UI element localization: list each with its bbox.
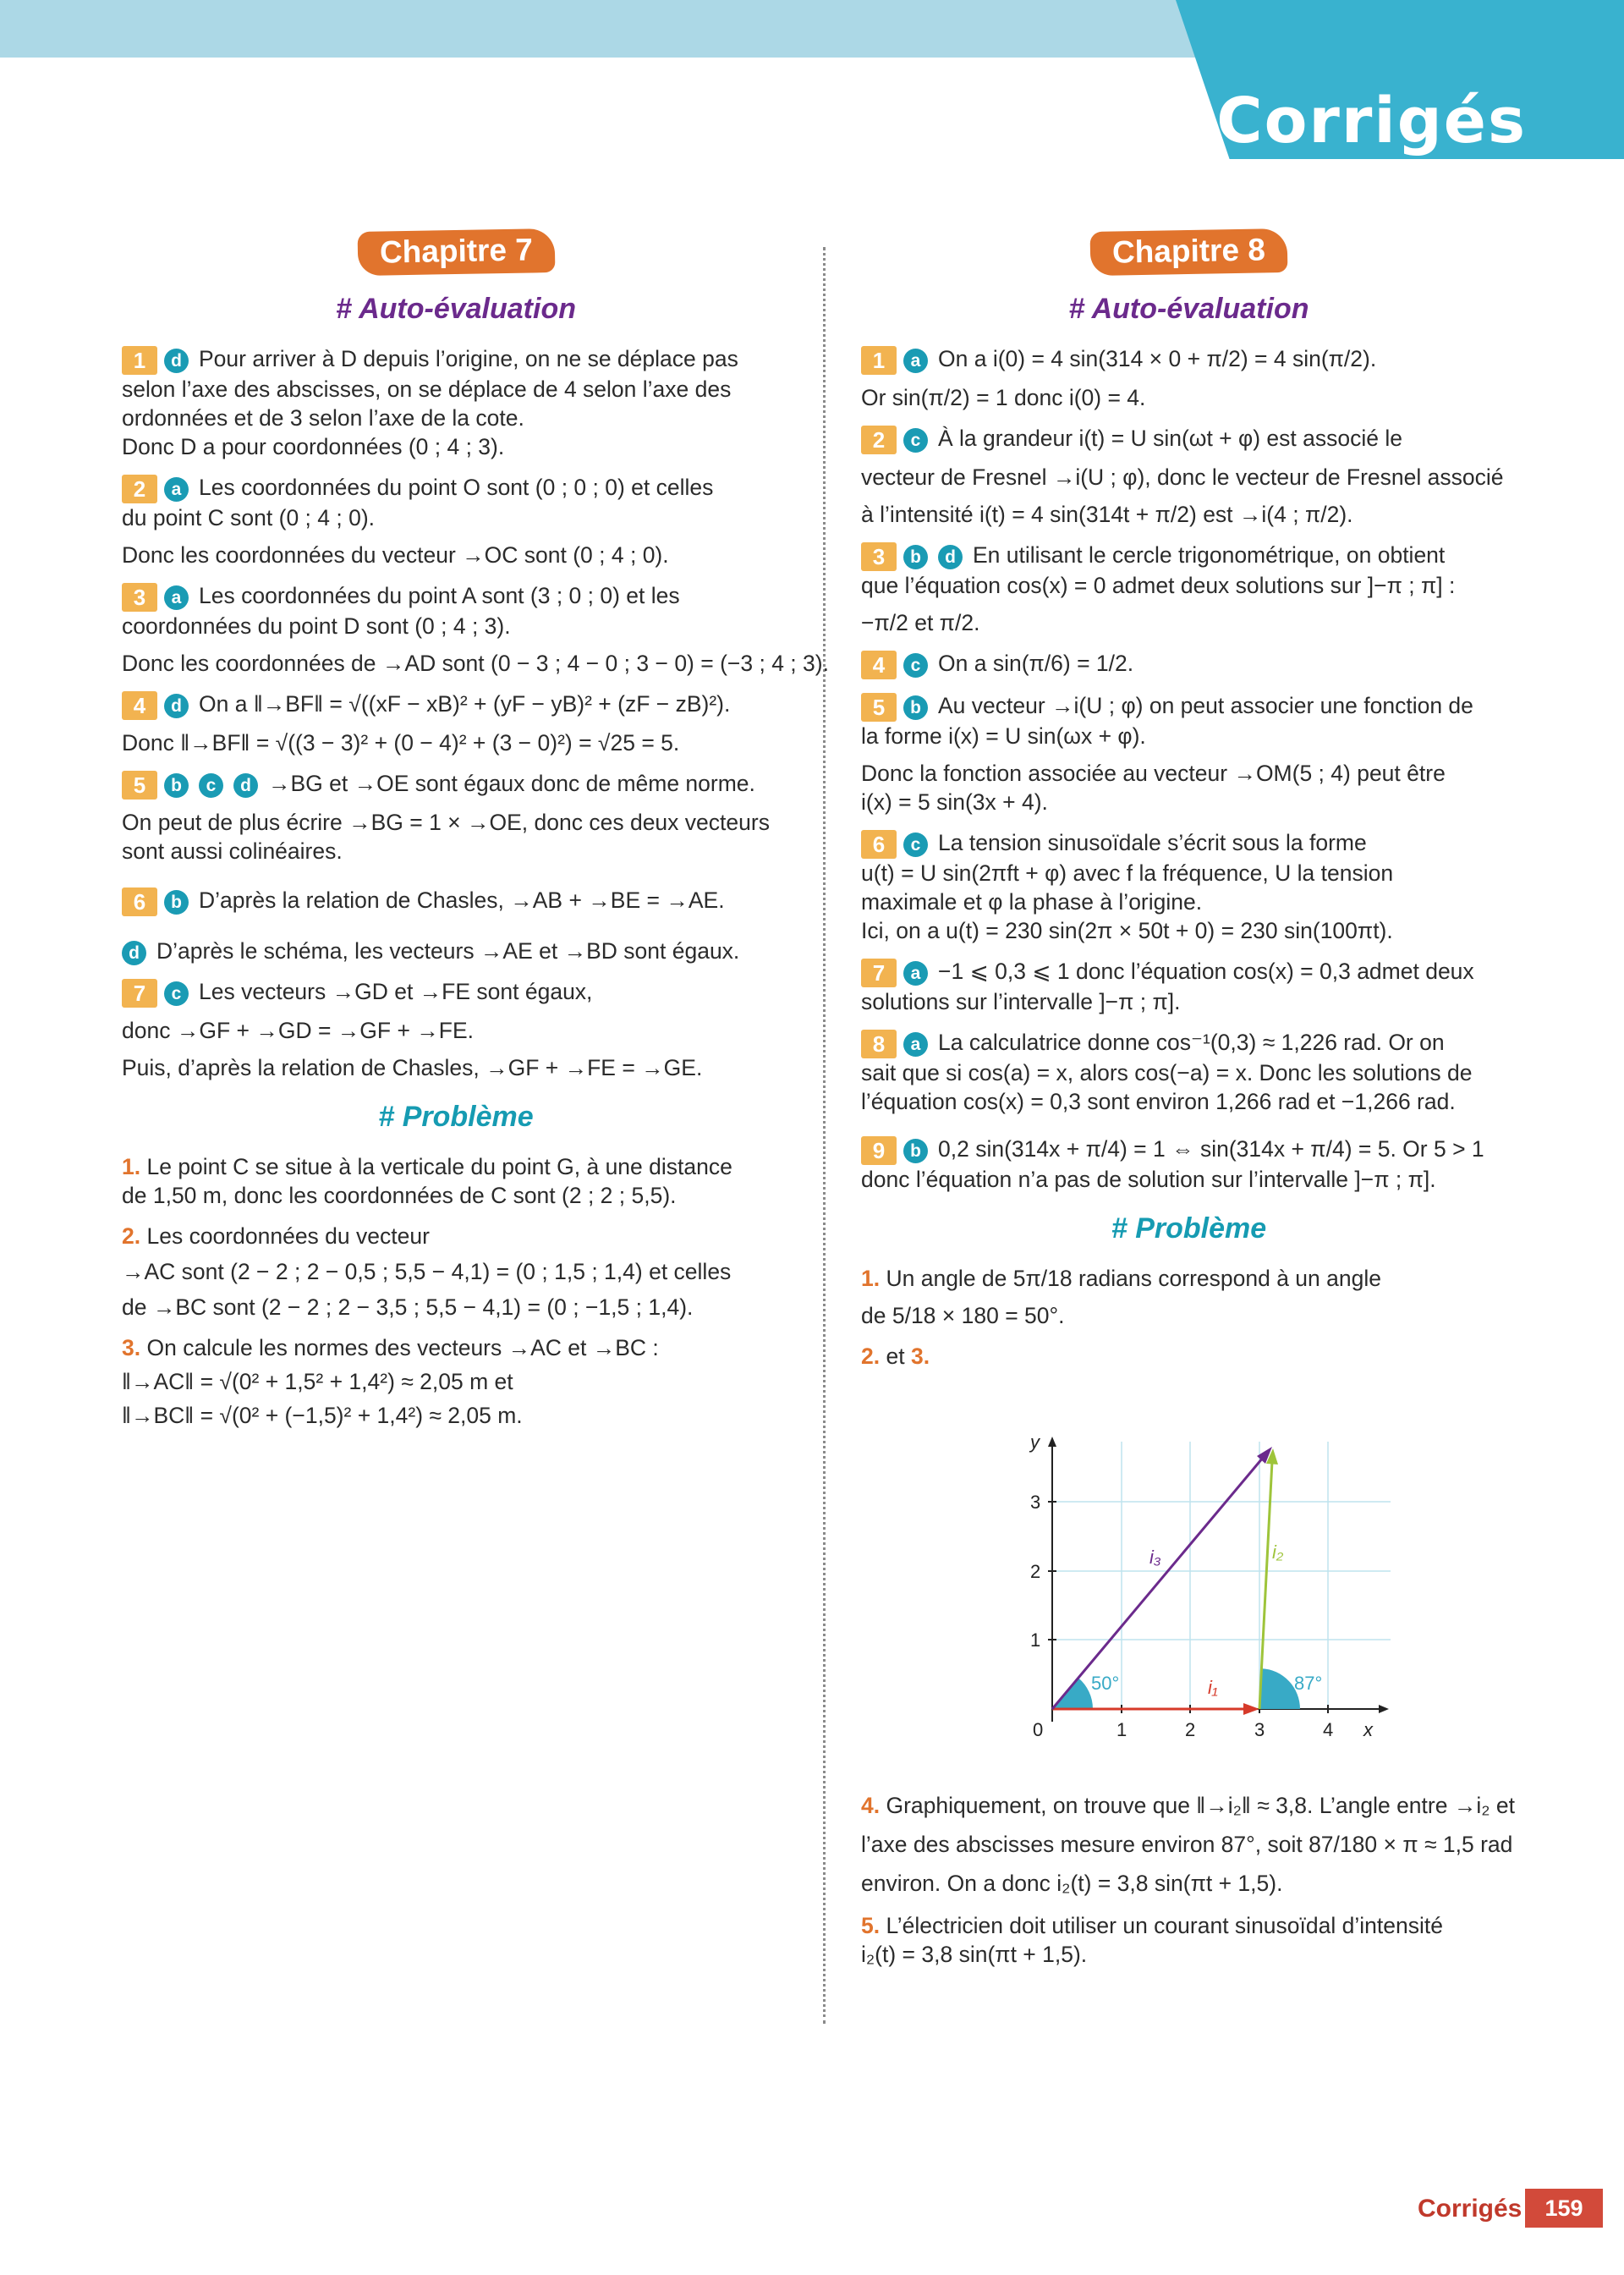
exercise-number: 1 [122,346,157,375]
question-number: 2. [861,1344,881,1369]
exercise-text: −1 ⩽ 0,3 ⩽ 1 donc l’équation cos(x) = 0,3 admet deux [938,959,1474,984]
exercise-text: Donc les coordonnées du vecteur →OC sont (0 ; 4 ; 0). [122,542,669,568]
answer-badge: c [903,653,928,678]
graph-grid [1051,1442,1391,1709]
exercise-number: 4 [861,651,897,679]
answer-badge: a [903,349,928,373]
exercise-number: 3 [122,583,157,612]
exercise-text: On a ‖→BF‖ = √((xF − xB)² + (yF − yB)² + (zF − zB)²). [199,691,731,717]
exercise-number: 7 [861,959,897,987]
answer-badge: d [122,941,146,965]
probleme-heading: # Problème [378,1101,534,1133]
auto-evaluation-heading: # Auto-évaluation [1068,293,1309,325]
chapter-7-title: Chapitre 7 [357,228,555,276]
question-number: 4. [861,1793,881,1818]
question-number: 3. [122,1335,141,1360]
exercise-3 [861,541,1517,637]
answer-badge: d [938,545,963,569]
question-text: L’électricien doit utiliser un courant sinusoïdal d’intensité [886,1913,1443,1938]
exercise-number: 6 [861,830,897,859]
question-text: →AC sont (2 − 2 ; 2 − 0,5 ; 5,5 − 4,1) = (0 ; 1,5 ; 1,4) et celles [122,1259,732,1284]
auto-evaluation-heading: # Auto-évaluation [336,293,576,325]
question-text: Les coordonnées du vecteur [146,1223,430,1249]
exercise-2 [122,473,790,569]
y-tick-label: 1 [1030,1629,1041,1651]
chapter-8-title: Chapitre 8 [1090,228,1288,276]
exercise-text: sait que si cos(a) = x, alors cos(−a) = x. Donc les solutions de [861,1060,1473,1085]
exercise-1 [122,344,790,461]
question-text: de 5/18 × 180 = 50°. [861,1303,1065,1328]
question-number: 5. [861,1913,881,1938]
answer-badge: a [903,961,928,986]
exercise-number: 3 [861,542,897,571]
exercise-text: du point C sont (0 ; 4 ; 0). [122,505,376,530]
fresnel-graph [985,1430,1399,1751]
exercise-text: vecteur de Fresnel →i(U ; φ), donc le vecteur de Fresnel associé [861,464,1504,490]
exercise-number: 4 [122,691,157,720]
exercise-text: sont aussi colinéaires. [122,838,343,864]
x-tick-label: 1 [1116,1719,1127,1740]
exercise-6 [861,828,1517,945]
vector-i1-label: i₁ [1208,1677,1218,1698]
origin-label: 0 [1033,1719,1044,1740]
exercise-text: On a i(0) = 4 sin(314 × 0 + π/2) = 4 sin(π/2). [938,346,1377,371]
exercise-text: Donc la fonction associée au vecteur →OM(5 ; 4) peut être [861,761,1446,786]
footer-label: Corrigés [1418,2195,1522,2223]
exercise-text: i(x) = 5 sin(3x + 4). [861,789,1048,815]
y-axis-label: y [1030,1431,1040,1453]
exercise-number: 9 [861,1136,897,1165]
exercise-text: Puis, d’après la relation de Chasles, →GF + →FE = →GE. [122,1055,703,1080]
angle-87-label: 87° [1294,1673,1323,1694]
question-text: On calcule les normes des vecteurs →AC et →BC : [146,1335,659,1360]
exercise-text: maximale et φ la phase à l’origine. [861,889,1203,915]
exercise-text: −π/2 et π/2. [861,610,980,635]
chapter-7-column [122,230,829,1442]
exercise-text: selon l’axe des abscisses, on se déplace de 4 selon l’axe des [122,376,732,402]
vector-i3 [1052,1458,1263,1709]
exercise-text: la forme i(x) = U sin(ωx + φ). [861,723,1146,749]
exercise-5 [122,769,790,865]
vector-i1-arrowhead [1243,1703,1259,1715]
exercise-number: 6 [122,887,157,916]
exercise-number: 2 [861,426,897,454]
answer-badge: b [903,545,928,569]
angle-50-label: 50° [1091,1673,1120,1694]
exercise-text: En utilisant le cercle trigonométrique, on obtient [973,542,1446,568]
answer-badge: c [164,981,189,1006]
exercise-5 [861,691,1517,816]
exercise-text: D’après le schéma, les vecteurs →AE et →BD sont égaux. [156,938,740,964]
exercise-3 [122,581,829,678]
exercise-number: 2 [122,475,157,503]
exercise-text: La calculatrice donne cos⁻¹(0,3) ≈ 1,226 rad. Or on [938,1030,1445,1055]
exercise-2 [861,424,1517,529]
exercise-7 [122,977,790,1082]
page-number: 159 [1525,2189,1603,2228]
exercise-text: Les coordonnées du point O sont (0 ; 0 ; 0) et celles [199,475,714,500]
exercise-text: l’équation cos(x) = 0,3 sont environ 1,266 rad et −1,266 rad. [861,1089,1456,1114]
answer-badge: a [903,1032,928,1057]
answer-badge: b [903,1139,928,1163]
answer-badge: d [164,694,189,718]
x-tick-label: 3 [1254,1719,1265,1740]
exercise-text: Les vecteurs →GD et →FE sont égaux, [199,979,593,1004]
exercise-text: La tension sinusoïdale s’écrit sous la forme [938,830,1367,855]
answer-badge: d [233,773,258,798]
question-text: ‖→BC‖ = √(0² + (−1,5)² + 1,4²) ≈ 2,05 m. [122,1403,523,1428]
exercise-text: donc →GF + →GD = →GF + →FE. [122,1018,475,1043]
exercise-text: que l’équation cos(x) = 0 admet deux solutions sur ]−π ; π] : [861,573,1456,598]
y-tick-label: 2 [1030,1561,1041,1582]
answer-badge: b [903,695,928,720]
answer-badge: c [903,428,928,453]
problem-question-2 [122,1222,790,1322]
exercise-text: On peut de plus écrire →BG = 1 × →OE, donc ces deux vecteurs [122,810,770,835]
exercise-6 [122,886,790,965]
exercise-8 [861,1028,1517,1116]
exercise-text: Donc les coordonnées de →AD sont (0 − 3 ; 4 − 0 ; 3 − 0) = (−3 ; 4 ; 3). [122,651,829,676]
x-axis-arrow [1379,1705,1389,1713]
answer-badge: b [164,773,189,798]
exercise-text: Ici, on a u(t) = 230 sin(2π × 50t + 0) = 230 sin(100πt). [861,918,1393,943]
exercise-text: Au vecteur →i(U ; φ) on peut associer une fonction de [938,693,1473,718]
problem-question-1 [122,1152,790,1210]
exercise-1 [861,344,1517,412]
question-text: Graphiquement, on trouve que ‖→i₂‖ ≈ 3,8. L’angle entre →i₂ et [886,1793,1515,1818]
exercise-text: Pour arriver à D depuis l’origine, on ne se déplace pas [199,346,738,371]
exercise-text: à l’intensité i(t) = 4 sin(314t + π/2) est →i(4 ; π/2). [861,502,1353,527]
exercise-4 [122,690,790,757]
question-number: 2. [122,1223,141,1249]
exercise-text: u(t) = U sin(2πft + φ) avec f la fréquence, U la tension [861,860,1394,886]
exercise-text: donc l’équation n’a pas de solution sur l’intervalle ]−π ; π]. [861,1167,1436,1192]
question-text: Le point C se situe à la verticale du point G, à une distance [146,1154,732,1179]
exercise-text: Donc D a pour coordonnées (0 ; 4 ; 3). [122,434,505,459]
question-text: de →BC sont (2 − 2 ; 2 − 3,5 ; 5,5 − 4,1) = (0 ; −1,5 ; 1,4). [122,1294,694,1320]
answer-badge: c [199,773,223,798]
exercise-text: Donc ‖→BF‖ = √((3 − 3)² + (0 − 4)² + (3 − 0)²) = √25 = 5. [122,730,680,756]
vector-i2-label: i₂ [1272,1541,1284,1563]
question-text: l’axe des abscisses mesure environ 87°, soit 87/180 × π ≈ 1,5 rad [861,1832,1513,1857]
exercise-text: ordonnées et de 3 selon l’axe de la cote. [122,405,524,431]
y-tick-label: 3 [1030,1492,1041,1513]
vector-i3-label: i₃ [1149,1547,1161,1568]
page-title: Corrigés [1216,85,1527,157]
answer-badge: a [164,477,189,502]
exercise-number: 8 [861,1030,897,1058]
exercise-number: 1 [861,346,897,375]
exercise-text: solutions sur l’intervalle ]−π ; π]. [861,989,1181,1014]
angle-50-sector [1052,1678,1093,1709]
exercise-text: Or sin(π/2) = 1 donc i(0) = 4. [861,385,1146,410]
question-text: et [886,1344,905,1369]
column-divider [823,247,826,2024]
question-number: 3. [910,1344,930,1369]
exercise-9 [861,1135,1517,1194]
question-number: 1. [861,1266,881,1291]
problem-question-4 [861,1791,1515,1969]
x-tick-label: 4 [1323,1719,1334,1740]
problem-question-2-3 [861,1342,1517,1371]
exercise-text: On a sin(π/6) = 1/2. [938,651,1134,676]
exercise-number: 7 [122,979,157,1008]
exercise-text: À la grandeur i(t) = U sin(ωt + φ) est associé le [938,426,1402,451]
x-tick-label: 2 [1185,1719,1196,1740]
answer-badge: b [164,890,189,915]
exercise-7 [861,957,1517,1016]
exercise-text: 0,2 sin(314x + π/4) = 1 ⇔ sin(314x + π/4) = 5. Or 5 > 1 [938,1136,1484,1162]
x-axis-label: x [1363,1719,1373,1740]
exercise-text: →BG et →OE sont égaux donc de même norme. [268,771,755,796]
question-text: i₂(t) = 3,8 sin(πt + 1,5). [861,1942,1088,1967]
answer-badge: a [164,585,189,610]
exercise-number: 5 [861,693,897,722]
y-axis-arrow [1048,1437,1056,1447]
question-text: de 1,50 m, donc les coordonnées de C sont (2 ; 2 ; 5,5). [122,1183,677,1208]
question-number: 1. [122,1154,141,1179]
question-text: environ. On a donc i₂(t) = 3,8 sin(πt + 1,5). [861,1871,1283,1896]
exercise-text: D’après la relation de Chasles, →AB + →BE = →AE. [199,887,725,913]
answer-badge: c [903,833,928,857]
problem-question-3 [122,1333,790,1430]
exercise-text: coordonnées du point D sont (0 ; 4 ; 3). [122,613,511,639]
problem-question-1 [861,1264,1517,1330]
probleme-heading: # Problème [1111,1212,1267,1245]
question-text: Un angle de 5π/18 radians correspond à un angle [886,1266,1381,1291]
question-text: ‖→AC‖ = √(0² + 1,5² + 1,4²) ≈ 2,05 m et [122,1369,513,1394]
exercise-number: 5 [122,771,157,800]
exercise-text: Les coordonnées du point A sont (3 ; 0 ; 0) et les [199,583,680,608]
answer-badge: d [164,349,189,373]
exercise-4 [861,649,1517,679]
